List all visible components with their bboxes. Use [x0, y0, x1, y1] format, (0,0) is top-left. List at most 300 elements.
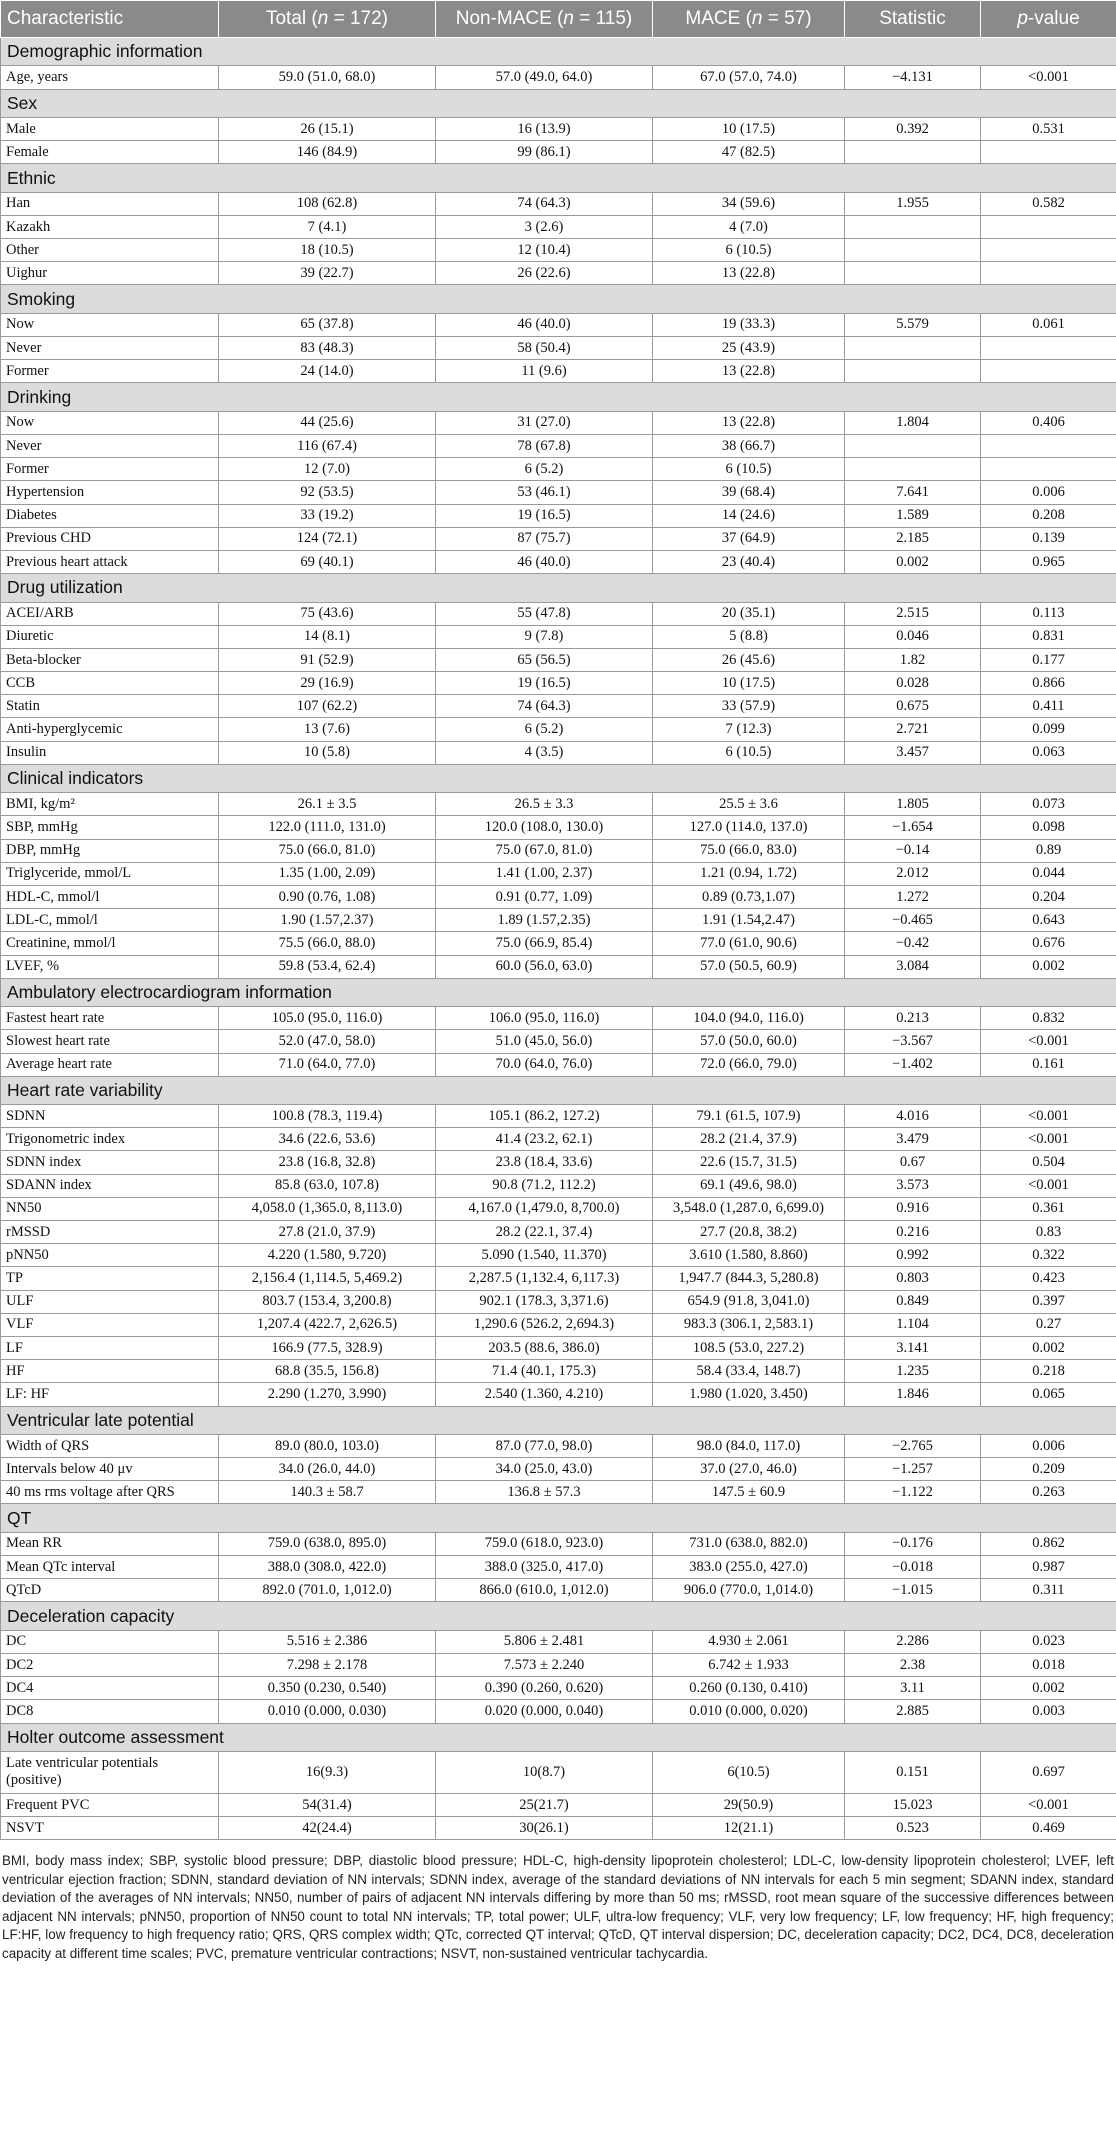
mace-cell: 3,548.0 (1,287.0, 6,699.0) [653, 1197, 845, 1220]
non-mace-cell: 2.540 (1.360, 4.210) [436, 1383, 653, 1406]
mace-cell: 4 (7.0) [653, 215, 845, 238]
characteristic-cell: DC4 [1, 1677, 219, 1700]
non-mace-cell: 7.573 ± 2.240 [436, 1654, 653, 1677]
total-cell: 44 (25.6) [219, 411, 436, 434]
section-title: Ethnic [1, 164, 1116, 192]
table-row [1, 1174, 1116, 1197]
total-cell: 166.9 (77.5, 328.9) [219, 1336, 436, 1359]
total-cell: 92 (53.5) [219, 481, 436, 504]
table-row [1, 816, 1116, 839]
total-cell: 24 (14.0) [219, 360, 436, 383]
mace-cell: 1,947.7 (844.3, 5,280.8) [653, 1267, 845, 1290]
p-value-cell: 0.423 [981, 1267, 1116, 1290]
section-title: Drug utilization [1, 574, 1116, 602]
statistic-cell: 1.804 [845, 411, 981, 434]
mace-cell: 147.5 ± 60.9 [653, 1481, 845, 1504]
mace-cell: 654.9 (91.8, 3,041.0) [653, 1290, 845, 1313]
p-value-cell: 0.218 [981, 1360, 1116, 1383]
characteristic-cell: DC [1, 1630, 219, 1653]
p-value-cell: 0.582 [981, 192, 1116, 215]
p-value-cell: 0.065 [981, 1383, 1116, 1406]
statistic-cell: 1.272 [845, 885, 981, 908]
total-cell: 29 (16.9) [219, 672, 436, 695]
p-value-cell: <0.001 [981, 1105, 1116, 1128]
non-mace-cell: 71.4 (40.1, 175.3) [436, 1360, 653, 1383]
p-value-cell [981, 337, 1116, 360]
table-row [1, 1360, 1116, 1383]
table-row [1, 1751, 1116, 1793]
non-mace-cell: 99 (86.1) [436, 141, 653, 164]
non-mace-cell: 31 (27.0) [436, 411, 653, 434]
p-value-cell: 0.83 [981, 1221, 1116, 1244]
table-row [1, 117, 1116, 140]
mace-cell: 6 (10.5) [653, 458, 845, 481]
non-mace-cell: 866.0 (610.0, 1,012.0) [436, 1579, 653, 1602]
statistic-cell [845, 141, 981, 164]
mace-cell: 5 (8.8) [653, 625, 845, 648]
section-title: QT [1, 1504, 1116, 1532]
characteristic-cell: Insulin [1, 741, 219, 764]
table-row [1, 527, 1116, 550]
total-cell: 1.35 (1.00, 2.09) [219, 862, 436, 885]
p-value-cell: 0.209 [981, 1458, 1116, 1481]
characteristic-cell: ACEI/ARB [1, 602, 219, 625]
characteristic-cell: LF [1, 1336, 219, 1359]
total-cell: 18 (10.5) [219, 239, 436, 262]
table-row [1, 1221, 1116, 1244]
non-mace-cell: 2,287.5 (1,132.4, 6,117.3) [436, 1267, 653, 1290]
statistic-cell: 0.523 [845, 1817, 981, 1840]
section-title: Sex [1, 89, 1116, 117]
non-mace-cell: 6 (5.2) [436, 718, 653, 741]
table-row [1, 1383, 1116, 1406]
p-value-cell: 0.866 [981, 672, 1116, 695]
characteristic-cell: HDL-C, mmol/l [1, 885, 219, 908]
mace-cell: 58.4 (33.4, 148.7) [653, 1360, 845, 1383]
p-value-cell: <0.001 [981, 1030, 1116, 1053]
characteristic-cell: Late ventricular potentials (positive) [1, 1751, 219, 1793]
statistic-cell: 0.151 [845, 1751, 981, 1793]
table-row [1, 648, 1116, 671]
table-footnote: BMI, body mass index; SBP, systolic blood pressure; DBP, diastolic blood pressure; HDL-C, high-density lipoprotein cholesterol; LDL-C, low-density lipoprotein cholesterol; LVEF, left ventricular ejection fraction; SDNN, standard deviation of NN intervals; SDNN index, average of the standard deviations of NN intervals for each 5 min segment; SDANN index, standard deviation of the averages of NN intervals; NN50, number of pairs of adjacent NN intervals differing by more than 50 ms; rMSSD, root mean square of the successive differences between adjacent NN intervals; pNN50, proportion of NN50 count to total NN intervals; TP, total power; ULF, ultra-low frequency; VLF, very low frequency; LF, low frequency; HF, high frequency; LF:HF, low frequency to high frequency ratio; QRS, QRS complex width; QTc, corrected QT interval; QTcD, QT interval dispersion; DC, deceleration capacity; DC2, DC4, DC8, deceleration capacity at different time scales; PVC, premature ventricular contractions; NSVT, non-sustained ventricular tachycardia. [2, 1853, 1114, 1961]
p-value-cell: 0.531 [981, 117, 1116, 140]
header-non-mace-n: n [563, 8, 574, 29]
non-mace-cell: 57.0 (49.0, 64.0) [436, 66, 653, 89]
header-total-label: Total ( [265, 8, 318, 29]
total-cell: 803.7 (153.4, 3,200.8) [219, 1290, 436, 1313]
mace-cell: 0.260 (0.130, 0.410) [653, 1677, 845, 1700]
non-mace-cell: 105.1 (86.2, 127.2) [436, 1105, 653, 1128]
statistic-cell: 0.002 [845, 550, 981, 573]
p-value-cell: 0.832 [981, 1007, 1116, 1030]
characteristic-cell: Anti-hyperglycemic [1, 718, 219, 741]
mace-cell: 6 (10.5) [653, 741, 845, 764]
mace-cell: 1.21 (0.94, 1.72) [653, 862, 845, 885]
table-row [1, 1313, 1116, 1336]
mace-cell: 104.0 (94.0, 116.0) [653, 1007, 845, 1030]
non-mace-cell: 16 (13.9) [436, 117, 653, 140]
non-mace-cell: 11 (9.6) [436, 360, 653, 383]
p-value-cell [981, 435, 1116, 458]
statistic-cell: 5.579 [845, 313, 981, 336]
statistic-cell: 0.916 [845, 1197, 981, 1220]
mace-cell: 75.0 (66.0, 83.0) [653, 839, 845, 862]
section-title: Ventricular late potential [1, 1406, 1116, 1434]
mace-cell: 4.930 ± 2.061 [653, 1630, 845, 1653]
p-value-cell: 0.204 [981, 885, 1116, 908]
table-row [1, 1336, 1116, 1359]
mace-cell: 22.6 (15.7, 31.5) [653, 1151, 845, 1174]
statistic-cell: 2.185 [845, 527, 981, 550]
section-header-row [1, 38, 1116, 66]
p-value-cell: 0.161 [981, 1053, 1116, 1076]
table-row [1, 1197, 1116, 1220]
non-mace-cell: 203.5 (88.6, 386.0) [436, 1336, 653, 1359]
mace-cell: 25.5 ± 3.6 [653, 793, 845, 816]
p-value-cell: 0.099 [981, 718, 1116, 741]
statistic-cell: 0.992 [845, 1244, 981, 1267]
non-mace-cell: 34.0 (25.0, 43.0) [436, 1458, 653, 1481]
table-row [1, 955, 1116, 978]
p-value-cell: 0.406 [981, 411, 1116, 434]
statistic-cell: 0.675 [845, 695, 981, 718]
statistic-cell: −4.131 [845, 66, 981, 89]
non-mace-cell: 60.0 (56.0, 63.0) [436, 955, 653, 978]
total-cell: 16(9.3) [219, 1751, 436, 1793]
table-row [1, 1817, 1116, 1840]
characteristic-cell: Width of QRS [1, 1434, 219, 1457]
total-cell: 59.8 (53.4, 62.4) [219, 955, 436, 978]
characteristic-cell: Trigonometric index [1, 1128, 219, 1151]
total-cell: 100.8 (78.3, 119.4) [219, 1105, 436, 1128]
table-row [1, 262, 1116, 285]
non-mace-cell: 5.090 (1.540, 11.370) [436, 1244, 653, 1267]
mace-cell: 98.0 (84.0, 117.0) [653, 1434, 845, 1457]
total-cell: 85.8 (63.0, 107.8) [219, 1174, 436, 1197]
total-cell: 388.0 (308.0, 422.0) [219, 1556, 436, 1579]
statistic-cell: 1.104 [845, 1313, 981, 1336]
header-mace-n: n [751, 8, 763, 29]
total-cell: 26.1 ± 3.5 [219, 793, 436, 816]
header-p-value [981, 1, 1116, 38]
table-row [1, 458, 1116, 481]
header-mace [653, 1, 845, 38]
characteristic-cell: Han [1, 192, 219, 215]
header-total-n: n [317, 8, 329, 29]
non-mace-cell: 90.8 (71.2, 112.2) [436, 1174, 653, 1197]
characteristic-cell: NSVT [1, 1817, 219, 1840]
non-mace-cell: 65 (56.5) [436, 648, 653, 671]
section-header-row [1, 1723, 1116, 1751]
characteristic-cell: Beta-blocker [1, 648, 219, 671]
p-value-cell: 0.469 [981, 1817, 1116, 1840]
statistic-cell: −0.465 [845, 909, 981, 932]
characteristic-cell: LVEF, % [1, 955, 219, 978]
mace-cell: 731.0 (638.0, 882.0) [653, 1532, 845, 1555]
characteristic-cell: SBP, mmHg [1, 816, 219, 839]
header-statistic: Statistic [845, 1, 981, 38]
total-cell: 59.0 (51.0, 68.0) [219, 66, 436, 89]
characteristic-cell: Never [1, 435, 219, 458]
characteristic-cell: Former [1, 360, 219, 383]
non-mace-cell: 0.020 (0.000, 0.040) [436, 1700, 653, 1723]
mace-cell: 25 (43.9) [653, 337, 845, 360]
table-row [1, 504, 1116, 527]
non-mace-cell: 74 (64.3) [436, 695, 653, 718]
mace-cell: 67.0 (57.0, 74.0) [653, 66, 845, 89]
p-value-cell: 0.023 [981, 1630, 1116, 1653]
table-row [1, 1128, 1116, 1151]
table-row [1, 239, 1116, 262]
total-cell: 39 (22.7) [219, 262, 436, 285]
total-cell: 4,058.0 (1,365.0, 8,113.0) [219, 1197, 436, 1220]
total-cell: 107 (62.2) [219, 695, 436, 718]
table-row [1, 1556, 1116, 1579]
table-row [1, 909, 1116, 932]
p-value-cell: <0.001 [981, 1793, 1116, 1816]
mace-cell: 38 (66.7) [653, 435, 845, 458]
statistic-cell: 3.573 [845, 1174, 981, 1197]
non-mace-cell: 51.0 (45.0, 56.0) [436, 1030, 653, 1053]
table-row [1, 1793, 1116, 1816]
mace-cell: 14 (24.6) [653, 504, 845, 527]
mace-cell: 7 (12.3) [653, 718, 845, 741]
total-cell: 91 (52.9) [219, 648, 436, 671]
total-cell: 75 (43.6) [219, 602, 436, 625]
statistic-cell: 7.641 [845, 481, 981, 504]
table-row [1, 481, 1116, 504]
non-mace-cell: 0.390 (0.260, 0.620) [436, 1677, 653, 1700]
statistic-cell: 15.023 [845, 1793, 981, 1816]
p-value-cell [981, 360, 1116, 383]
p-value-cell: 0.831 [981, 625, 1116, 648]
table-row [1, 550, 1116, 573]
mace-cell: 10 (17.5) [653, 672, 845, 695]
total-cell: 34.6 (22.6, 53.6) [219, 1128, 436, 1151]
header-total-count: = 172) [328, 8, 388, 29]
statistic-cell: 1.82 [845, 648, 981, 671]
p-value-cell [981, 458, 1116, 481]
total-cell: 2,156.4 (1,114.5, 5,469.2) [219, 1267, 436, 1290]
mace-cell: 37 (64.9) [653, 527, 845, 550]
characteristic-cell: Male [1, 117, 219, 140]
statistic-cell: −0.018 [845, 1556, 981, 1579]
p-value-cell: <0.001 [981, 1174, 1116, 1197]
statistic-cell: 3.479 [845, 1128, 981, 1151]
characteristic-cell: DBP, mmHg [1, 839, 219, 862]
mace-cell: 27.7 (20.8, 38.2) [653, 1221, 845, 1244]
p-value-cell: 0.397 [981, 1290, 1116, 1313]
table-row [1, 337, 1116, 360]
table-row [1, 411, 1116, 434]
non-mace-cell: 1.41 (1.00, 2.37) [436, 862, 653, 885]
characteristic-cell: Female [1, 141, 219, 164]
statistic-cell [845, 337, 981, 360]
table-row [1, 1007, 1116, 1030]
non-mace-cell: 58 (50.4) [436, 337, 653, 360]
non-mace-cell: 6 (5.2) [436, 458, 653, 481]
section-header-row [1, 574, 1116, 602]
p-value-cell: 0.018 [981, 1654, 1116, 1677]
header-p-suffix: -value [1027, 8, 1080, 29]
mace-cell: 28.2 (21.4, 37.9) [653, 1128, 845, 1151]
p-value-cell: <0.001 [981, 66, 1116, 89]
table-row [1, 435, 1116, 458]
total-cell: 13 (7.6) [219, 718, 436, 741]
characteristic-cell: NN50 [1, 1197, 219, 1220]
statistic-cell: −1.015 [845, 1579, 981, 1602]
p-value-cell: 0.208 [981, 504, 1116, 527]
non-mace-cell: 25(21.7) [436, 1793, 653, 1816]
total-cell: 0.90 (0.76, 1.08) [219, 885, 436, 908]
p-value-cell: 0.061 [981, 313, 1116, 336]
table-row [1, 1630, 1116, 1653]
mace-cell: 19 (33.3) [653, 313, 845, 336]
p-value-cell [981, 262, 1116, 285]
total-cell: 71.0 (64.0, 77.0) [219, 1053, 436, 1076]
non-mace-cell: 41.4 (23.2, 62.1) [436, 1128, 653, 1151]
statistic-cell: 2.012 [845, 862, 981, 885]
characteristic-cell: LDL-C, mmol/l [1, 909, 219, 932]
non-mace-cell: 75.0 (66.9, 85.4) [436, 932, 653, 955]
statistic-cell: 2.515 [845, 602, 981, 625]
table-row [1, 66, 1116, 89]
mace-cell: 77.0 (61.0, 90.6) [653, 932, 845, 955]
statistic-cell [845, 215, 981, 238]
total-cell: 7.298 ± 2.178 [219, 1654, 436, 1677]
characteristic-cell: Creatinine, mmol/l [1, 932, 219, 955]
p-value-cell: 0.003 [981, 1700, 1116, 1723]
mace-cell: 29(50.9) [653, 1793, 845, 1816]
characteristic-cell: Frequent PVC [1, 1793, 219, 1816]
table-row [1, 839, 1116, 862]
characteristic-cell: SDANN index [1, 1174, 219, 1197]
p-value-cell: 0.89 [981, 839, 1116, 862]
section-header-row [1, 764, 1116, 792]
mace-cell: 1.91 (1.54,2.47) [653, 909, 845, 932]
p-value-cell: 0.073 [981, 793, 1116, 816]
table-row [1, 672, 1116, 695]
mace-cell: 33 (57.9) [653, 695, 845, 718]
section-title: Ambulatory electrocardiogram information [1, 978, 1116, 1006]
statistic-cell: 0.028 [845, 672, 981, 695]
characteristic-cell: Never [1, 337, 219, 360]
p-value-cell: 0.697 [981, 1751, 1116, 1793]
p-value-cell: 0.002 [981, 955, 1116, 978]
section-header-row [1, 1406, 1116, 1434]
mace-cell: 6(10.5) [653, 1751, 845, 1793]
statistic-cell: 1.805 [845, 793, 981, 816]
statistic-cell [845, 458, 981, 481]
header-total [219, 1, 436, 38]
characteristic-cell: SDNN [1, 1105, 219, 1128]
non-mace-cell: 55 (47.8) [436, 602, 653, 625]
non-mace-cell: 75.0 (67.0, 81.0) [436, 839, 653, 862]
total-cell: 0.350 (0.230, 0.540) [219, 1677, 436, 1700]
characteristic-cell: ULF [1, 1290, 219, 1313]
characteristic-cell: Intervals below 40 μv [1, 1458, 219, 1481]
p-value-cell: 0.504 [981, 1151, 1116, 1174]
non-mace-cell: 902.1 (178.3, 3,371.6) [436, 1290, 653, 1313]
non-mace-cell: 78 (67.8) [436, 435, 653, 458]
statistic-cell: 4.016 [845, 1105, 981, 1128]
table-row [1, 1677, 1116, 1700]
non-mace-cell: 87.0 (77.0, 98.0) [436, 1434, 653, 1457]
table-row [1, 885, 1116, 908]
characteristic-cell: Former [1, 458, 219, 481]
mace-cell: 6.742 ± 1.933 [653, 1654, 845, 1677]
total-cell: 1,207.4 (422.7, 2,626.5) [219, 1313, 436, 1336]
statistic-cell: −1.122 [845, 1481, 981, 1504]
characteristic-cell: Mean QTc interval [1, 1556, 219, 1579]
p-value-cell: 0.006 [981, 1434, 1116, 1457]
characteristic-cell: Average heart rate [1, 1053, 219, 1076]
characteristic-cell: Now [1, 313, 219, 336]
statistic-cell: −1.257 [845, 1458, 981, 1481]
statistic-cell [845, 262, 981, 285]
mace-cell: 69.1 (49.6, 98.0) [653, 1174, 845, 1197]
p-value-cell: 0.411 [981, 695, 1116, 718]
non-mace-cell: 759.0 (618.0, 923.0) [436, 1532, 653, 1555]
table-row [1, 215, 1116, 238]
table-body [1, 38, 1116, 1840]
section-title: Deceleration capacity [1, 1602, 1116, 1630]
non-mace-cell: 46 (40.0) [436, 550, 653, 573]
characteristic-cell: Slowest heart rate [1, 1030, 219, 1053]
non-mace-cell: 19 (16.5) [436, 672, 653, 695]
characteristic-cell: LF: HF [1, 1383, 219, 1406]
non-mace-cell: 120.0 (108.0, 130.0) [436, 816, 653, 839]
characteristic-cell: HF [1, 1360, 219, 1383]
characteristic-cell: Uighur [1, 262, 219, 285]
characteristic-cell: Previous CHD [1, 527, 219, 550]
table-row [1, 1267, 1116, 1290]
non-mace-cell: 9 (7.8) [436, 625, 653, 648]
statistic-cell: 0.67 [845, 1151, 981, 1174]
total-cell: 2.290 (1.270, 3.990) [219, 1383, 436, 1406]
header-p-italic: p [1017, 8, 1028, 29]
mace-cell: 6 (10.5) [653, 239, 845, 262]
statistic-cell: 1.235 [845, 1360, 981, 1383]
mace-cell: 0.89 (0.73,1.07) [653, 885, 845, 908]
mace-cell: 3.610 (1.580, 8.860) [653, 1244, 845, 1267]
table-row [1, 793, 1116, 816]
non-mace-cell: 30(26.1) [436, 1817, 653, 1840]
p-value-cell: 0.862 [981, 1532, 1116, 1555]
section-header-row [1, 164, 1116, 192]
statistic-cell: 0.849 [845, 1290, 981, 1313]
mace-cell: 1.980 (1.020, 3.450) [653, 1383, 845, 1406]
non-mace-cell: 70.0 (64.0, 76.0) [436, 1053, 653, 1076]
mace-cell: 13 (22.8) [653, 262, 845, 285]
characteristic-cell: Fastest heart rate [1, 1007, 219, 1030]
characteristic-cell: Age, years [1, 66, 219, 89]
statistic-cell [845, 360, 981, 383]
characteristic-cell: Kazakh [1, 215, 219, 238]
p-value-cell [981, 215, 1116, 238]
mace-cell: 13 (22.8) [653, 360, 845, 383]
non-mace-cell: 5.806 ± 2.481 [436, 1630, 653, 1653]
statistic-cell: −0.42 [845, 932, 981, 955]
p-value-cell: <0.001 [981, 1128, 1116, 1151]
total-cell: 12 (7.0) [219, 458, 436, 481]
total-cell: 124 (72.1) [219, 527, 436, 550]
characteristic-cell: rMSSD [1, 1221, 219, 1244]
non-mace-cell: 26 (22.6) [436, 262, 653, 285]
mace-cell: 108.5 (53.0, 227.2) [653, 1336, 845, 1359]
total-cell: 14 (8.1) [219, 625, 436, 648]
p-value-cell: 0.002 [981, 1677, 1116, 1700]
